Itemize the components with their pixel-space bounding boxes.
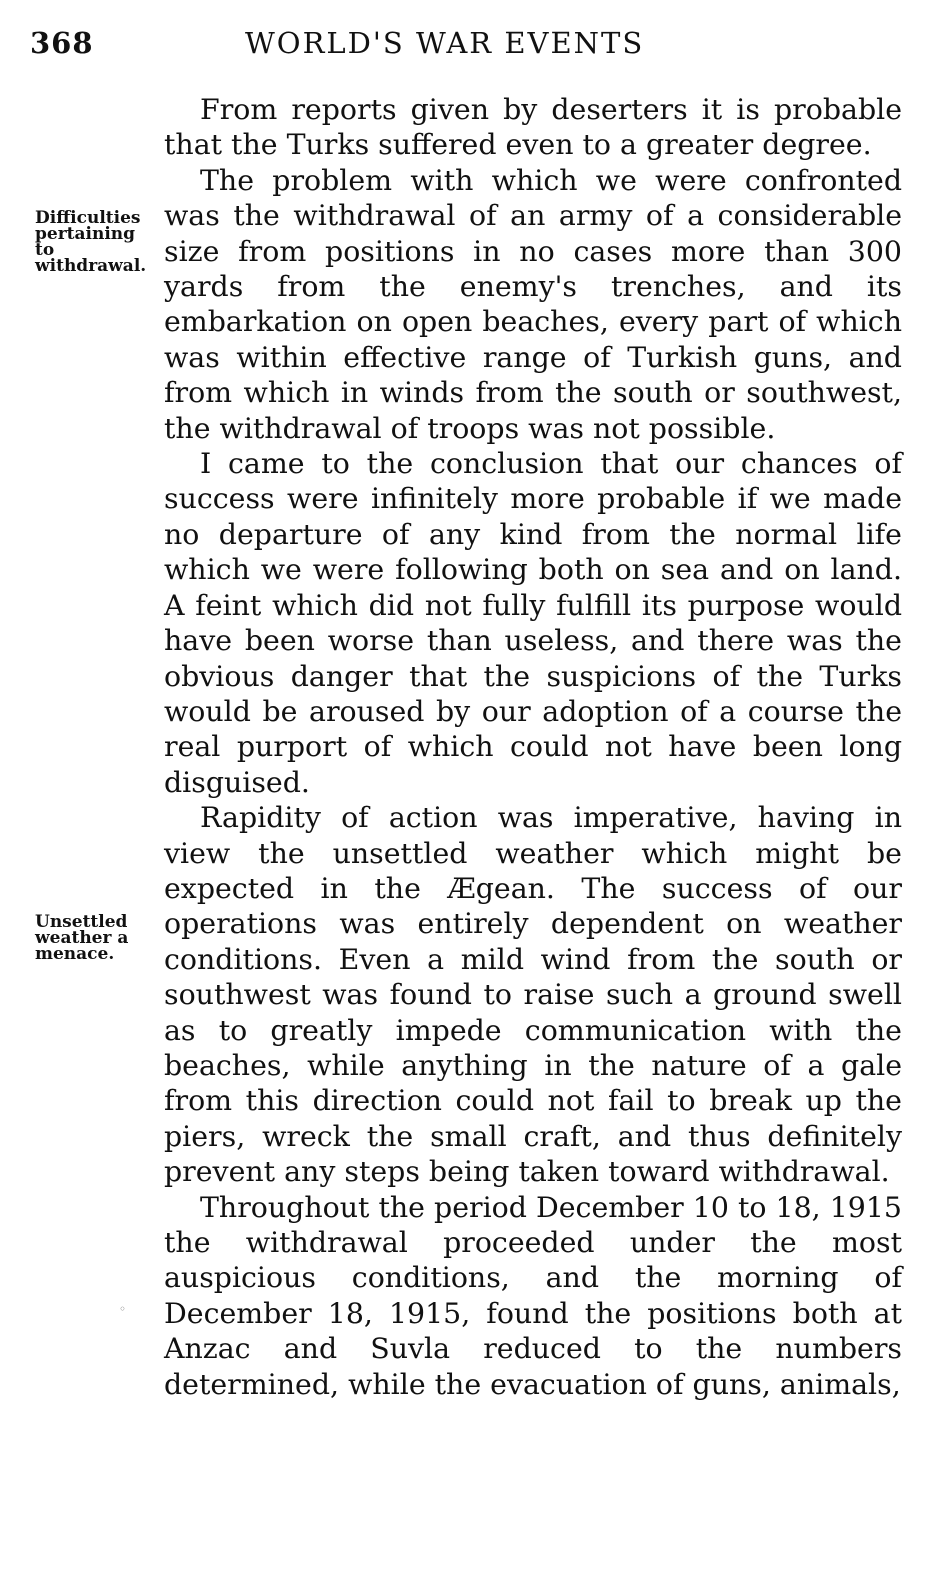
page-header: [30, 26, 910, 70]
body-text: [164, 92, 902, 1402]
margin-note-weather: Unsettled weather a menace.: [35, 912, 129, 964]
paragraph: From reports given by deserters it is probable that the Turks suffered even to a greater degree.: [164, 93, 902, 162]
paragraph: Throughout the period December 10 to 18, 1915 the withdrawal proceeded under the most auspicious conditions, and the morning of December 18, 1915, found the positions both at Anzac and Suvla reduced to the numbers determined, while the evacuation of guns, animals,: [164, 1190, 902, 1401]
paragraph: The problem with which we were confronted was the withdrawal of an army of a considerable size from positions in no cases more than 300 yards from the enemy's trenches, and its embarkation on open beaches, every part of which was within effective range of Turkish guns, and from which in winds from the south or southwest, the withdrawal of troops was not possible.: [164, 163, 902, 445]
page-number: 368: [30, 26, 94, 60]
running-head: WORLD'S WAR EVENTS: [245, 26, 645, 60]
stray-mark: ◦: [119, 1302, 127, 1316]
paragraph: Rapidity of action was imperative, having in view the unsettled weather which might be expected in the Ægean. The success of our operations was entirely dependent on weather conditions. Even a mild wind from the south or southwest was found to raise such a ground swell as to greatly impede communication with the beaches, while anything in the nature of a gale from this direction could not fail to break up the piers, wreck the small craft, and thus definitely prevent any steps being taken toward withdrawal.: [164, 801, 902, 1189]
margin-note-difficulties: Difficulties pertaining to withdrawal.: [35, 208, 147, 276]
paragraph: I came to the conclusion that our chances of success were infinitely more probable if we made no departure of any kind from the normal life which we were following both on sea and on land. A feint which did not fully fulfill its purpose would have been worse than useless, and there was the obvious danger that the suspicions of the Turks would be aroused by our adoption of a course the real purport of which could not have been long disguised.: [164, 447, 902, 799]
